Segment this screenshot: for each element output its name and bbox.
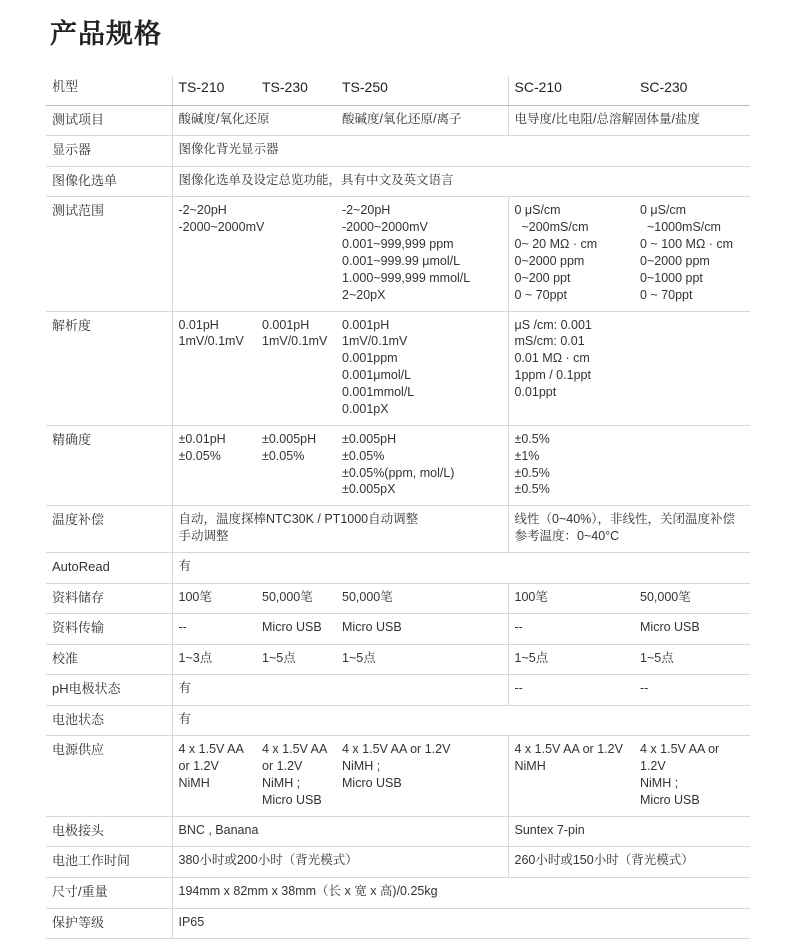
column-header-sc-210: SC-210 [508, 76, 634, 105]
table-cell: 0.001pH 1mV/0.1mV 0.001ppm 0.001μmol/L 0.001mmol/L 0.001pX [336, 311, 508, 425]
table-cell: 194mm x 82mm x 38mm（长 x 宽 x 高)/0.25kg [172, 877, 750, 908]
table-cell: 100笔 [508, 583, 634, 614]
table-row [46, 425, 750, 506]
table-cell: 4 x 1.5V AA or 1.2V NiMH ; Micro USB [634, 736, 750, 817]
spec-table-container [0, 54, 790, 939]
table-cell: Micro USB [634, 614, 750, 645]
row-label: 电池状态 [46, 705, 172, 736]
table-row [46, 614, 750, 645]
table-cell: 4 x 1.5V AA or 1.2V NiMH ; Micro USB [336, 736, 508, 817]
column-header-ts-230: TS-230 [256, 76, 336, 105]
table-cell: 1~5点 [256, 644, 336, 675]
table-cell: ±0.5% ±1% ±0.5% ±0.5% [508, 425, 750, 506]
table-row [46, 675, 750, 706]
table-row [46, 644, 750, 675]
table-cell: 1~5点 [508, 644, 634, 675]
row-label: pH电极状态 [46, 675, 172, 706]
row-label: 尺寸/重量 [46, 877, 172, 908]
table-cell: IP65 [172, 908, 750, 939]
specifications-table [46, 76, 750, 939]
column-header-ts-210: TS-210 [172, 76, 256, 105]
table-cell: 0 μS/cm ~200mS/cm 0~ 20 MΩ · cm 0~2000 ppm 0~200 ppt 0 ~ 70ppt [508, 197, 634, 311]
table-row [46, 877, 750, 908]
row-label: 图像化选单 [46, 166, 172, 197]
table-cell: ±0.005pH ±0.05% ±0.05%(ppm, mol/L) ±0.005pX [336, 425, 508, 506]
column-header-sc-230: SC-230 [634, 76, 750, 105]
table-cell: 有 [172, 553, 750, 584]
table-row [46, 583, 750, 614]
table-cell: 4 x 1.5V AA or 1.2V NiMH [172, 736, 256, 817]
spec-table-body [46, 76, 750, 939]
table-cell: 100笔 [172, 583, 256, 614]
table-cell: Suntex 7-pin [508, 816, 750, 847]
column-header-ts-250: TS-250 [336, 76, 508, 105]
table-cell: ±0.005pH ±0.05% [256, 425, 336, 506]
table-cell: 380小时或200小时（背光模式） [172, 847, 508, 878]
row-label: 测试范围 [46, 197, 172, 311]
row-label: 校准 [46, 644, 172, 675]
table-cell: 酸碱度/氧化还原 [172, 105, 336, 136]
table-row [46, 166, 750, 197]
table-row [46, 705, 750, 736]
table-cell: 50,000笔 [336, 583, 508, 614]
table-row [46, 506, 750, 553]
table-cell: 有 [172, 705, 750, 736]
row-label: 电源供应 [46, 736, 172, 817]
page-title: 产品规格 [50, 19, 162, 49]
table-cell: 1~5点 [634, 644, 750, 675]
row-label: 资料储存 [46, 583, 172, 614]
table-row [46, 847, 750, 878]
table-row [46, 908, 750, 939]
table-cell: -2~20pH -2000~2000mV [172, 197, 336, 311]
table-cell: -- [634, 675, 750, 706]
table-cell: ±0.01pH ±0.05% [172, 425, 256, 506]
table-row [46, 816, 750, 847]
table-header-row [46, 76, 750, 105]
table-cell: 线性（0~40%），非线性，关闭温度补偿 参考温度：0~40°C [508, 506, 750, 553]
row-label: 电池工作时间 [46, 847, 172, 878]
table-cell: 4 x 1.5V AA or 1.2V NiMH ; Micro USB [256, 736, 336, 817]
table-cell: 0 μS/cm ~1000mS/cm 0 ~ 100 MΩ · cm 0~2000 ppm 0~1000 ppt 0 ~ 70ppt [634, 197, 750, 311]
table-cell: 图像化背光显示器 [172, 136, 750, 167]
row-label: AutoRead [46, 553, 172, 584]
row-label: 电极接头 [46, 816, 172, 847]
table-row [46, 105, 750, 136]
table-cell: 50,000笔 [634, 583, 750, 614]
table-cell: 4 x 1.5V AA or 1.2V NiMH [508, 736, 634, 817]
column-header-model-label: 机型 [46, 76, 172, 105]
table-row [46, 736, 750, 817]
table-cell: Micro USB [336, 614, 508, 645]
table-cell: -- [172, 614, 256, 645]
table-cell: Micro USB [256, 614, 336, 645]
table-cell: 电导度/比电阻/总溶解固体量/盐度 [508, 105, 750, 136]
table-cell: 1~3点 [172, 644, 256, 675]
table-row [46, 136, 750, 167]
table-cell: 酸碱度/氧化还原/离子 [336, 105, 508, 136]
table-cell: 图像化选单及设定总览功能，具有中文及英文语言 [172, 166, 750, 197]
row-label: 测试项目 [46, 105, 172, 136]
table-cell: -- [508, 614, 634, 645]
table-cell: 0.001pH 1mV/0.1mV [256, 311, 336, 425]
table-cell: 260小时或150小时（背光模式） [508, 847, 750, 878]
table-row [46, 197, 750, 311]
row-label: 解析度 [46, 311, 172, 425]
row-label: 资料传输 [46, 614, 172, 645]
row-label: 显示器 [46, 136, 172, 167]
table-cell: 1~5点 [336, 644, 508, 675]
row-label: 精确度 [46, 425, 172, 506]
table-cell: μS /cm: 0.001 mS/cm: 0.01 0.01 MΩ · cm 1ppm / 0.1ppt 0.01ppt [508, 311, 750, 425]
table-row [46, 311, 750, 425]
table-cell: BNC , Banana [172, 816, 508, 847]
table-cell: 0.01pH 1mV/0.1mV [172, 311, 256, 425]
table-cell: -2~20pH -2000~2000mV 0.001~999,999 ppm 0.001~999.99 μmol/L 1.000~999,999 mmol/L 2~20pX [336, 197, 508, 311]
table-row [46, 553, 750, 584]
table-cell: 50,000笔 [256, 583, 336, 614]
table-cell: -- [508, 675, 634, 706]
table-cell: 自动，温度探棒NTC30K / PT1000自动调整 手动调整 [172, 506, 508, 553]
row-label: 温度补偿 [46, 506, 172, 553]
row-label: 保护等级 [46, 908, 172, 939]
table-cell: 有 [172, 675, 508, 706]
